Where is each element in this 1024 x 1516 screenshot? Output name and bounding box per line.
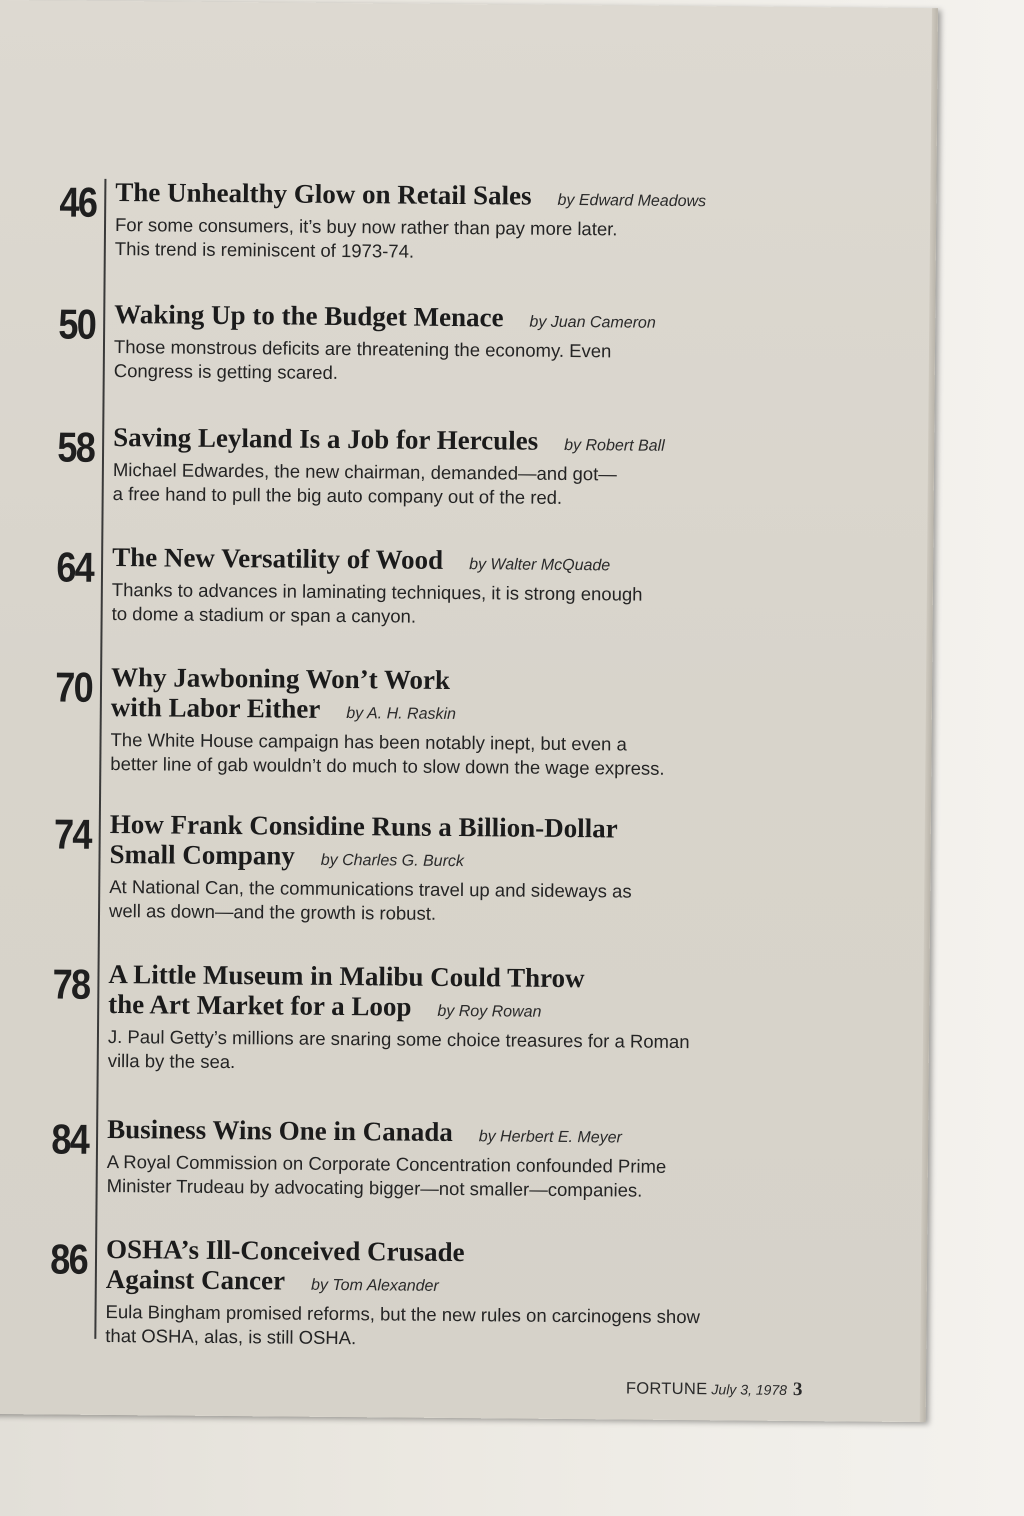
entry-body <box>108 959 869 1080</box>
title-line: Saving Leyland Is a Job for Hercules <box>113 422 539 456</box>
title-line: How Frank Considine Runs a Billion-Dollar <box>109 808 618 844</box>
title-line: The Unhealthy Glow on Retail Sales <box>115 177 532 211</box>
toc-entry[interactable] <box>0 421 896 508</box>
article-description <box>108 1025 868 1080</box>
entry-body <box>114 299 875 390</box>
article-description <box>110 728 870 783</box>
page-number: 64 <box>56 543 94 591</box>
toc-entry[interactable] <box>0 541 895 627</box>
title-line: with Labor Either <box>110 691 321 724</box>
entry-body <box>115 177 876 268</box>
description-line: Thanks to advances in laminating techniques, it is strong enough <box>111 578 643 605</box>
byline: by A. H. Raskin <box>346 705 457 724</box>
article-title <box>108 959 869 1031</box>
page-number: 50 <box>58 300 96 348</box>
folio-page-number: 3 <box>792 1378 803 1401</box>
title-line: the Art Market for a Loop <box>108 988 412 1022</box>
page-number: 78 <box>52 960 90 1008</box>
byline: by Roy Rowan <box>437 1002 542 1021</box>
description-line: well as down—and the growth is robust. <box>108 899 437 924</box>
article-description <box>112 578 872 633</box>
description-line: Minister Trudeau by advocating bigger—not smaller—companies. <box>106 1174 643 1201</box>
description-line: Congress is getting scared. <box>113 360 339 383</box>
description-line: Eula Bingham promised reforms, but the new rules on carcinogens show <box>105 1300 700 1328</box>
entry-body <box>105 1234 866 1355</box>
article-description <box>113 458 873 513</box>
description-line: The White House campaign has been notably inept, but even a <box>110 728 627 755</box>
byline: by Edward Meadows <box>557 191 707 211</box>
page-number: 74 <box>53 810 91 858</box>
description-line: J. Paul Getty’s millions are snaring some choice treasures for a Roman <box>107 1025 690 1053</box>
article-title <box>115 177 875 219</box>
article-description <box>115 213 875 268</box>
description-line: Those monstrous deficits are threatening the economy. Even <box>113 336 612 362</box>
title-line: Small Company <box>109 838 295 871</box>
entry-body <box>107 1114 868 1205</box>
title-line: OSHA’s Ill-Conceived Crusade <box>105 1233 465 1268</box>
page-number: 58 <box>57 423 95 471</box>
title-line: Why Jawboning Won’t Work <box>110 661 451 695</box>
toc-entry[interactable] <box>0 958 892 1073</box>
byline: by Tom Alexander <box>310 1276 439 1295</box>
article-title <box>107 1114 867 1156</box>
toc-entry[interactable] <box>0 1233 889 1349</box>
description-line: a free hand to pull the big auto company out of the red. <box>112 483 563 508</box>
toc-entry[interactable] <box>0 1113 890 1201</box>
description-line: This trend is reminiscent of 1973-74. <box>114 238 415 262</box>
description-line: Michael Edwardes, the new chairman, demanded—and got— <box>112 459 617 485</box>
article-title <box>111 662 872 734</box>
page-number: 86 <box>50 1235 88 1283</box>
article-title <box>109 809 870 881</box>
article-description <box>105 1300 865 1355</box>
byline: by Charles G. Burck <box>320 851 465 871</box>
article-description <box>114 335 874 390</box>
byline: by Walter McQuade <box>469 556 611 575</box>
article-description <box>109 875 869 930</box>
article-title <box>113 422 873 464</box>
toc-entry[interactable] <box>0 808 893 924</box>
toc-entry[interactable] <box>0 176 898 262</box>
entry-body <box>109 809 870 930</box>
article-title <box>114 299 874 341</box>
title-line: Against Cancer <box>105 1263 286 1296</box>
description-line: better line of gab wouldn’t do much to slow down the wage express. <box>110 752 665 779</box>
entry-body <box>110 662 871 783</box>
toc-entry[interactable] <box>0 661 894 779</box>
description-line: A Royal Commission on Corporate Concentration confounded Prime <box>106 1150 667 1177</box>
title-line: Business Wins One in Canada <box>107 1113 453 1147</box>
entry-body <box>112 542 873 633</box>
vertical-rule <box>94 179 106 1339</box>
description-line: For some consumers, it’s buy now rather than pay more later. <box>114 214 618 240</box>
description-line: villa by the sea. <box>107 1049 236 1073</box>
page-footer <box>626 1378 803 1402</box>
description-line: to dome a stadium or span a canyon. <box>111 602 417 627</box>
article-description <box>107 1150 867 1205</box>
page-number: 84 <box>51 1115 89 1163</box>
description-line: that OSHA, alas, is still OSHA. <box>105 1324 357 1349</box>
page-number: 46 <box>59 178 97 226</box>
byline: by Robert Ball <box>564 436 665 455</box>
article-title <box>106 1234 867 1306</box>
toc-entry[interactable] <box>0 298 897 383</box>
byline: by Herbert E. Meyer <box>478 1128 622 1147</box>
title-line: Waking Up to the Budget Menace <box>114 299 504 333</box>
description-line: At National Can, the communications travel up and sideways as <box>109 875 632 902</box>
title-line: The New Versatility of Wood <box>112 542 444 575</box>
magazine-name: FORTUNE <box>625 1379 708 1399</box>
article-title <box>112 542 872 584</box>
title-line: A Little Museum in Malibu Could Throw <box>108 958 585 994</box>
issue-date: July 3, 1978 <box>711 1381 788 1398</box>
byline: by Juan Cameron <box>529 313 656 332</box>
page-number: 70 <box>55 663 93 711</box>
entry-body <box>113 422 874 513</box>
